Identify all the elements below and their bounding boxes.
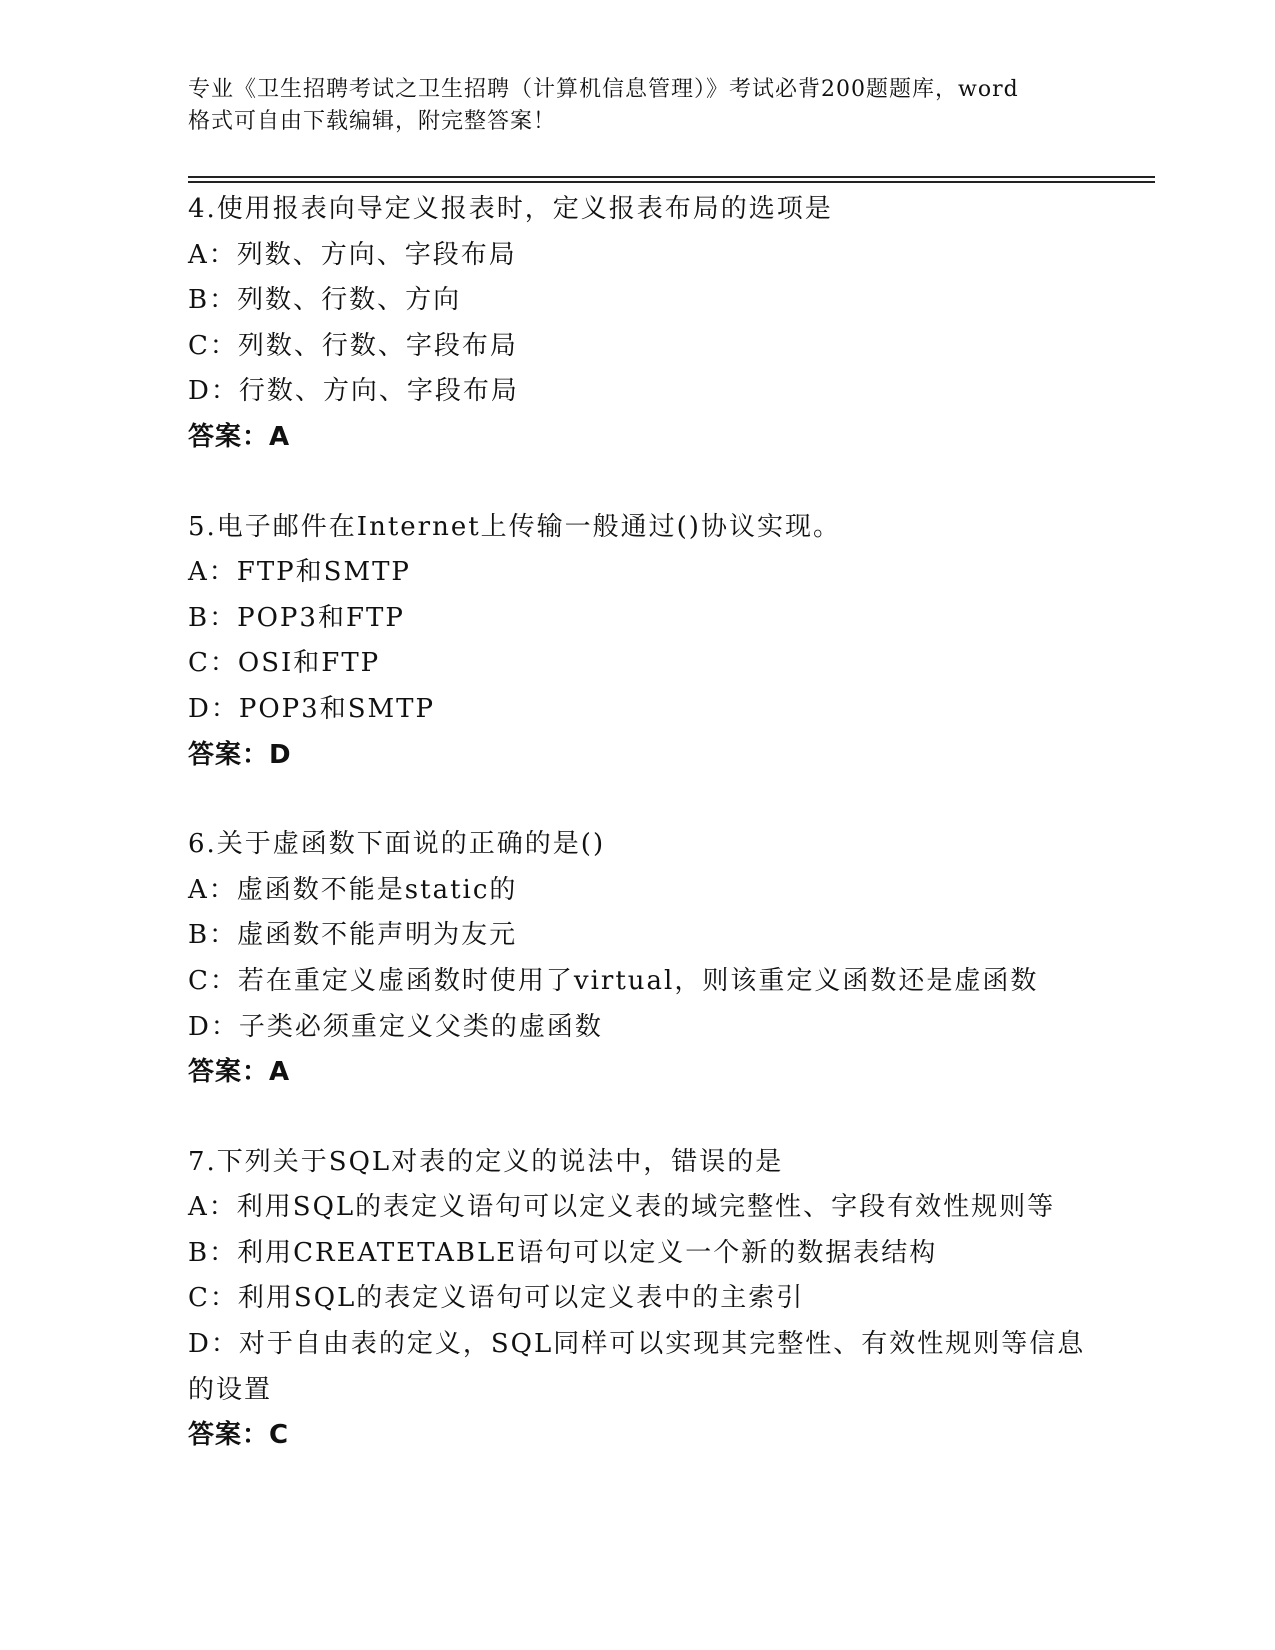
question-5 (188, 505, 1088, 779)
option-c: C：若在重定义虚函数时使用了virtual，则该重定义函数还是虚函数 (188, 965, 1039, 996)
header-divider-bottom (188, 181, 1155, 183)
header-line-1: 专业《卫生招聘考试之卫生招聘（计算机信息管理）》考试必背200题题库，word (188, 77, 1019, 102)
option-d: D：POP3和SMTP (188, 693, 435, 724)
question-6 (188, 822, 1088, 1096)
answer-label: 答案：D (188, 739, 292, 770)
answer-label: 答案：C (188, 1420, 290, 1451)
option-b: B：利用CREATETABLE语句可以定义一个新的数据表结构 (188, 1237, 938, 1268)
option-b: B：POP3和FTP (188, 602, 405, 633)
option-c: C：利用SQL的表定义语句可以定义表中的主索引 (188, 1283, 805, 1314)
option-a: A：虚函数不能是static的 (188, 874, 518, 905)
question-4 (188, 187, 1088, 461)
option-d: D：行数、方向、字段布局 (188, 376, 519, 407)
answer-label: 答案：A (188, 1057, 291, 1088)
header-divider-top (188, 176, 1155, 178)
header-line-2: 格式可自由下载编辑，附完整答案！ (188, 109, 557, 134)
answer-label: 答案：A (188, 421, 291, 452)
question-stem: 4.使用报表向导定义报表时，定义报表布局的选项是 (188, 194, 833, 224)
option-c: C：列数、行数、字段布局 (188, 330, 518, 361)
question-stem: 5.电子邮件在Internet上传输一般通过()协议实现。 (188, 511, 841, 542)
option-c: C：OSI和FTP (188, 648, 381, 679)
option-d: D：对于自由表的定义，SQL同样可以实现其完整性、有效性规则等信息的设置 (188, 1329, 1086, 1405)
option-b: B：虚函数不能声明为友元 (188, 920, 518, 951)
option-a: A：FTP和SMTP (188, 557, 411, 588)
question-stem: 7.下列关于SQL对表的定义的说法中，错误的是 (188, 1146, 784, 1177)
question-stem: 6.关于虚函数下面说的正确的是() (188, 829, 606, 860)
option-b: B：列数、行数、方向 (188, 285, 462, 316)
question-list (188, 187, 1088, 1503)
question-7 (188, 1140, 1088, 1459)
option-a: A：利用SQL的表定义语句可以定义表的域完整性、字段有效性规则等 (188, 1192, 1056, 1223)
document-header (188, 74, 1108, 138)
option-a: A：列数、方向、字段布局 (188, 239, 517, 270)
option-d: D：子类必须重定义父类的虚函数 (188, 1011, 603, 1042)
